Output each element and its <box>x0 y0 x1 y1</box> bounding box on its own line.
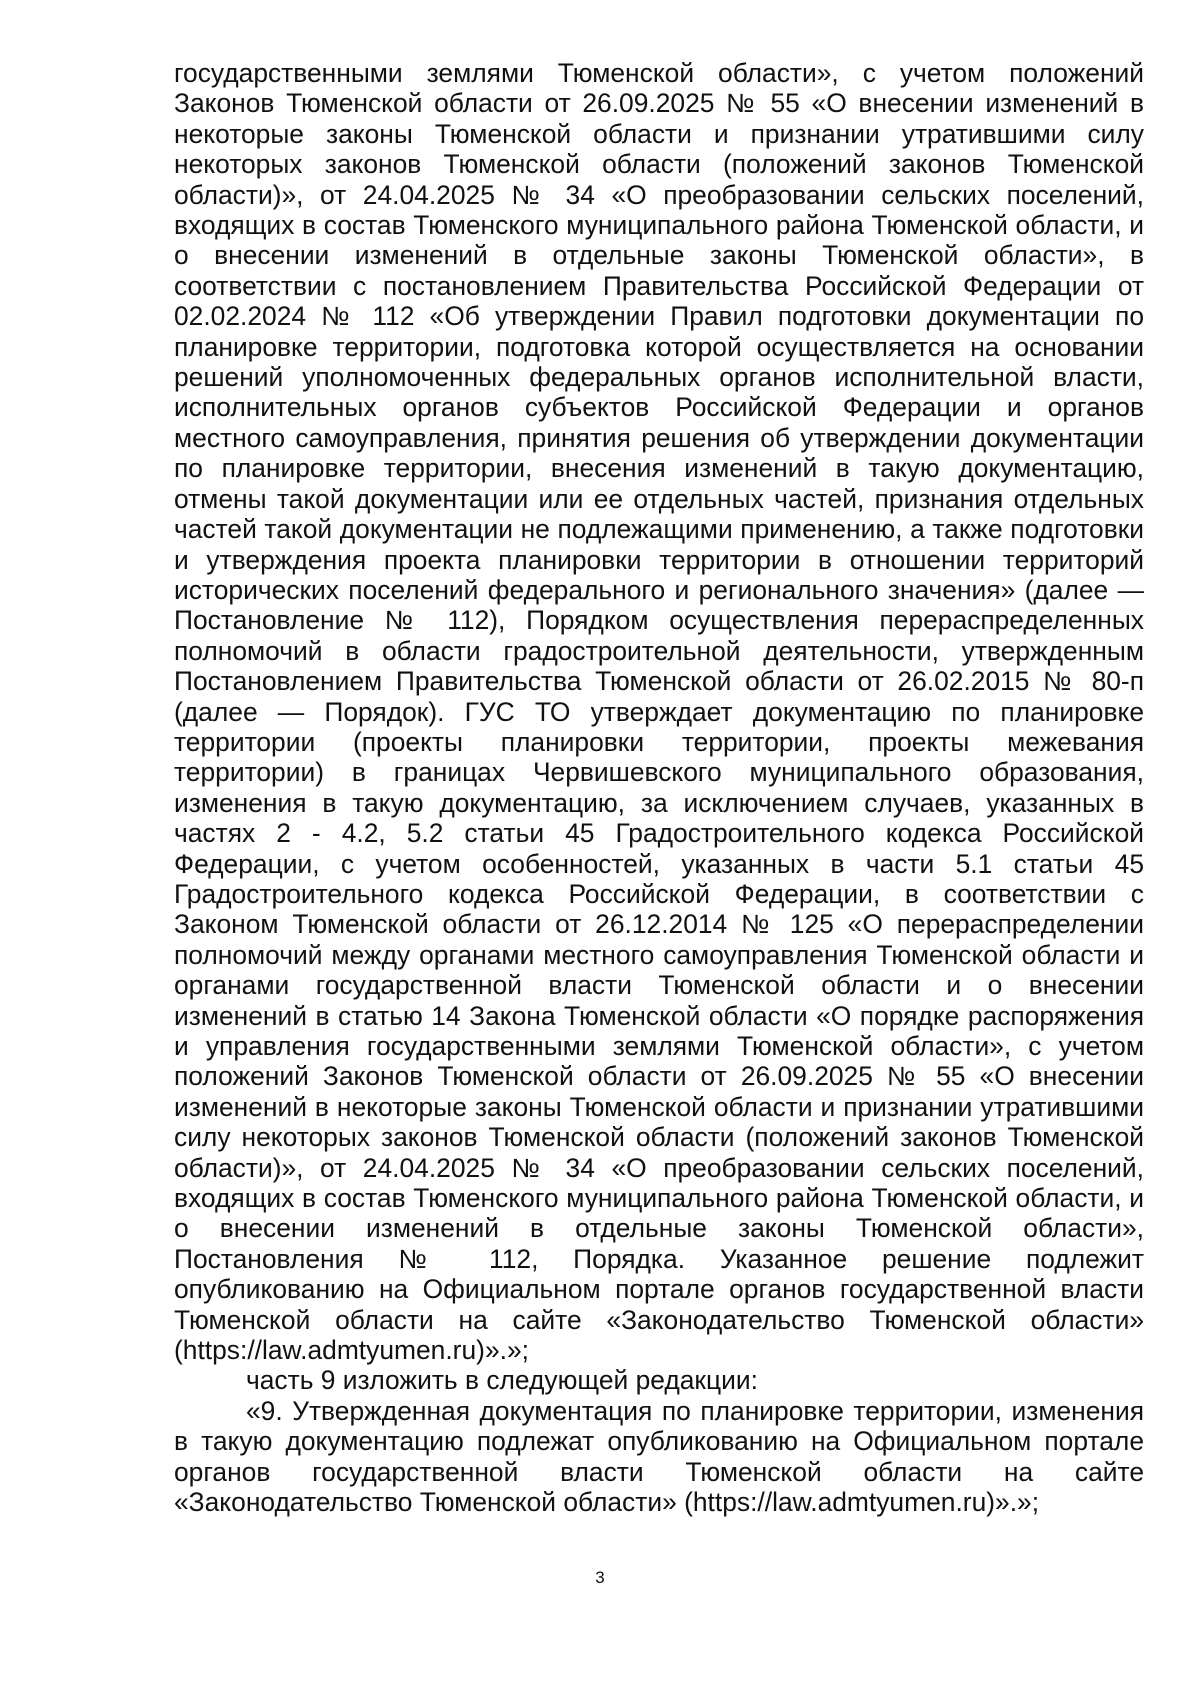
page-number: 3 <box>595 1568 605 1587</box>
body-paragraph-part-9-intro: часть 9 изложить в следующей редакции: <box>246 1365 758 1396</box>
document-body <box>174 58 1144 1518</box>
body-paragraph-part-9-text: «9. Утвержденная документация по планировке территории, изменения в такую документацию подлежат опубликованию на Официальном портале органов государственной власти Тюменской области на сайте «Законодательство Тюменской области» (https://law.admtyumen.ru)».»; <box>174 1395 1144 1518</box>
body-paragraph-continuation: государственными землями Тюменской области», с учетом положений Законов Тюменской области от 26.09.2025 № 55 «О внесении изменений в некоторые законы Тюменской области и признании утратившими силу некоторых законов Тюменской области (положений законов Тюменской области)», от 24.04.2025 № 34 «О преобразовании сельских поселений, входящих в состав Тюменского муниципального района Тюменской области, и о внесении изменений в отдельные законы Тюменской области», в соответствии с постановлением Правительства Российской Федерации от 02.02.2024 № 112 «Об утверждении Правил подготовки документации по планировке территории, подготовка которой осуществляется на основании решений уполномоченных федеральных органов исполнительной власти, исполнительных органов субъектов Российской Федерации и органов местного самоуправления, принятия решения об утверждении документации по планировке территории, внесения изменений в такую документацию, отмены такой документации или ее отдельных частей, признания отдельных частей такой документации не подлежащими применению, а также подготовки и утверждения проекта планировки территории в отношении территорий исторических поселений федерального и регионального значения» (далее — Постановление № 112), Порядком осуществления перераспределенных полномочий в области градостроительной деятельности, утвержденным Постановлением Правительства Тюменской области от 26.02.2015 № 80-п (далее — Порядок). ГУС ТО утверждает документацию по планировке территории (проекты планировки территории, проекты межевания территории) в границах Червишевского муниципального образования, изменения в такую документацию, за исключением случаев, указанных в частях 2 - 4.2, 5.2 статьи 45 Градостроительного кодекса Российской Федерации, с учетом особенностей, указанных в части 5.1 статьи 45 Градостроительного кодекса Российской Федерации, в соответствии с Законом Тюменской области от 26.12.2014 № 125 «О перераспределении полномочий между органами местного самоуправления Тюменской области и органами государственной власти Тюменской области и о внесении изменений в статью 14 Закона Тюменской области «О порядке распоряжения и управления государственными землями Тюменской области», с учетом положений Законов Тюменской области от 26.09.2025 № 55 «О внесении изменений в некоторые законы Тюменской области и признании утратившими силу некоторых законов Тюменской области (положений законов Тюменской области)», от 24.04.2025 № 34 «О преобразовании сельских поселений, входящих в состав Тюменского муниципального района Тюменской области, и о внесении изменений в отдельные законы Тюменской области», Постановления № 112, Порядка. Указанное решение подлежит опубликованию на Официальном портале органов государственной власти Тюменской области на сайте «Законодательство Тюменской области» (https://law.admtyumen.ru)».»; <box>174 58 1144 1366</box>
